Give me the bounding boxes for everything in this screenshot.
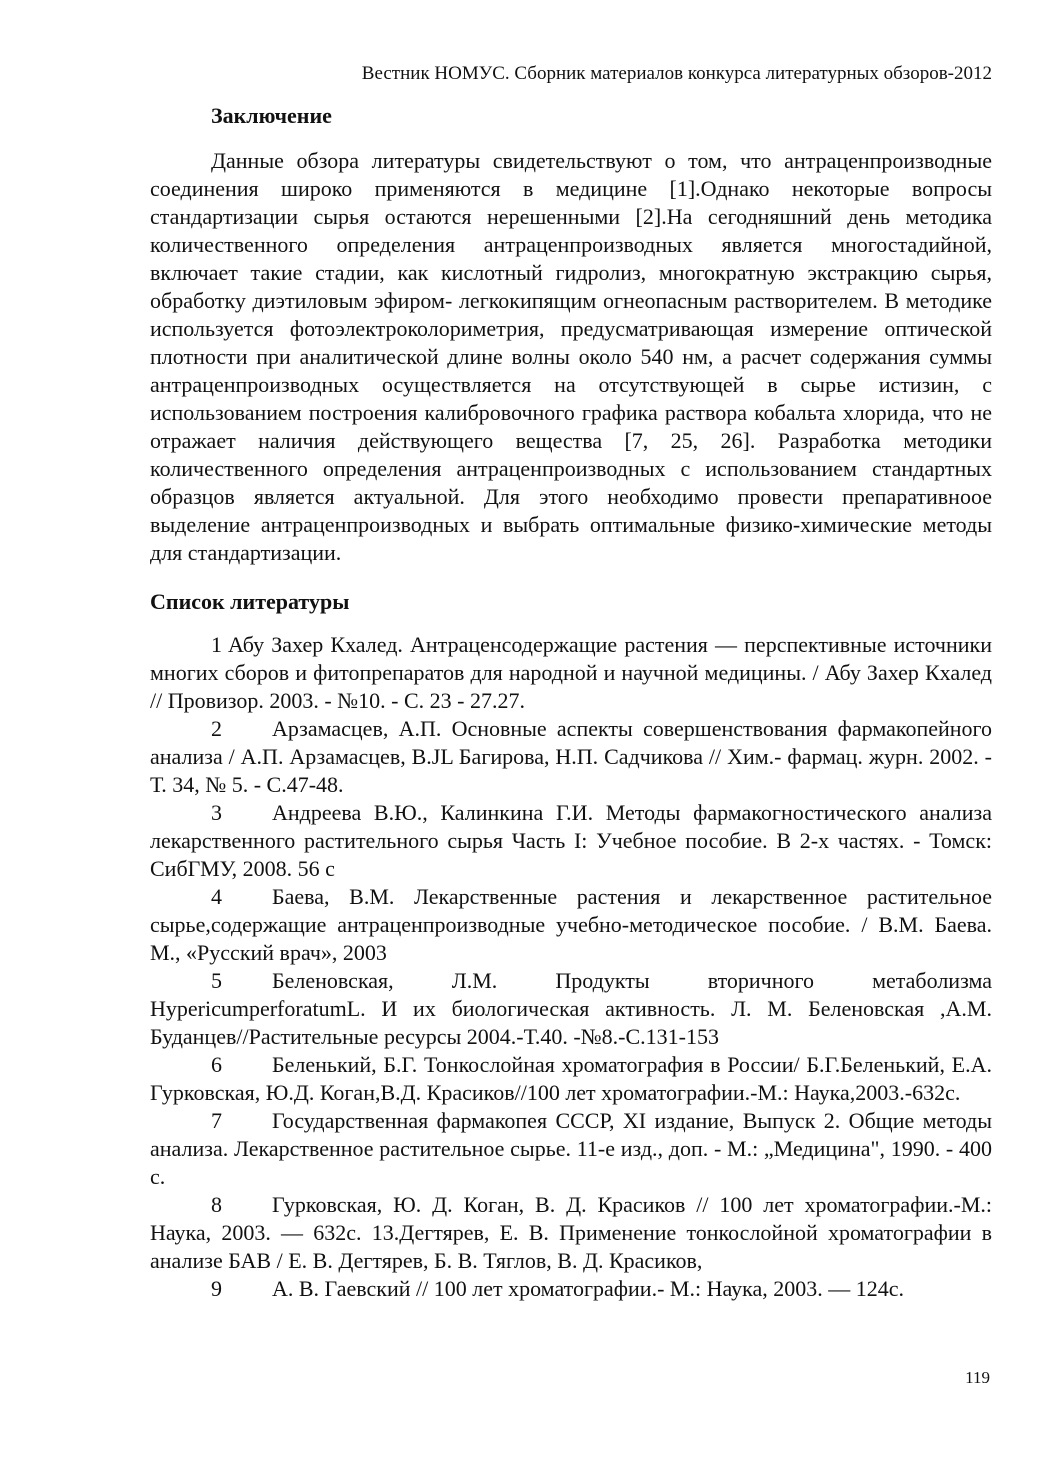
reference-item-7: [150, 1107, 992, 1191]
reference-text: Беленький, Б.Г. Тонкослойная хроматография в России/ Б.Г.Беленький, Е.А. Гурковская, Ю.Д. Коган,В.Д. Красиков//100 лет хроматографии.-М.: Наука,2003.-632с.: [150, 1052, 992, 1105]
reference-number: 3: [211, 800, 222, 825]
reference-text: Арзамасцев, А.П. Основные аспекты совершенствования фармакопейного анализа / А.П. Арзамасцев, В.JL Багирова, Н.П. Садчикова // Хим.- фармац. журн. 2002. - Т. 34, № 5. - С.47-48.: [150, 716, 992, 797]
reference-item-5: [150, 967, 992, 1051]
reference-item-2: [150, 715, 992, 799]
reference-number: 8: [211, 1192, 222, 1217]
reference-item-6: [150, 1051, 992, 1107]
reference-number: 2: [211, 716, 222, 741]
reference-number: 4: [211, 884, 222, 909]
references-heading: Список литературы: [150, 589, 350, 614]
reference-number: 7: [211, 1108, 222, 1133]
reference-text: Баева, В.М. Лекарственные растения и лекарственное растительное сырье,содержащие антраценпроизводные учебно-методическое пособие. / В.М. Баева. М., «Русский врач», 2003: [150, 884, 992, 965]
reference-item-3: [150, 799, 992, 883]
reference-text: Беленовская, Л.М. Продукты вторичного метаболизма HypericumperforatumL. И их биологическая активность. Л. М. Беленовская ,А.М. Буданцев//Растительные ресурсы 2004.-Т.40. -№8.-С.131-153: [150, 968, 992, 1049]
conclusion-paragraph: Данные обзора литературы свидетельствуют о том, что антраценпроизводные соединения широко применяются в медицине [1].Однако некоторые вопросы стандартизации сырья остаются нерешенными [2].На сегодняшний день методика количественного определения антраценпроизводных является многостадийной, включает такие стадии, как кислотный гидролиз, многократную экстракцию сырья, обработку диэтиловым эфиром- легкокипящим огнеопасным растворителем. В методике используется фотоэлектроколориметрия, предусматривающая измерение оптической плотности при аналитической длине волны около 540 нм, а расчет содержания суммы антраценпроизводных осуществляется на отсутствующей в сырье истизин, с использованием построения калибровочного графика раствора кобальта хлорида, что не отражает наличия действующего вещества [7, 25, 26]. Разработка методики количественного определения антраценпроизводных с использованием стандартных образцов является актуальной. Для этого необходимо провести препаративноое выделение антраценпроизводных и выбрать оптимальные физико-химические методы для стандартизации.: [150, 148, 992, 565]
page-content: [150, 100, 992, 1303]
conclusion-heading: Заключение: [211, 103, 332, 128]
reference-number: 5: [211, 968, 222, 993]
reference-number: 6: [211, 1052, 222, 1077]
reference-text: А. В. Гаевский // 100 лет хроматографии.- М.: Наука, 2003. — 124с.: [272, 1276, 904, 1301]
reference-item-8: [150, 1191, 992, 1275]
reference-item-4: [150, 883, 992, 967]
reference-number: 1: [211, 632, 222, 657]
page-number: 119: [965, 1368, 990, 1387]
reference-item-9: [150, 1275, 992, 1303]
running-header: Вестник НОМУС. Сборник материалов конкурса литературных обзоров-2012: [361, 63, 992, 84]
reference-text: Государственная фармакопея СССР, XI издание, Выпуск 2. Общие методы анализа. Лекарственное растительное сырье. 11-е изд., доп. - М.: „Медицина", 1990. - 400 с.: [150, 1108, 992, 1189]
reference-item-1: [150, 631, 992, 715]
reference-text: Андреева В.Ю., Калинкина Г.И. Методы фармакогностического анализа лекарственного растительного сырья Часть I: Учебное пособие. В 2-х частях. - Томск: СибГМУ, 2008. 56 с: [150, 800, 992, 881]
reference-list: [150, 631, 992, 1303]
reference-text: Гурковская, Ю. Д. Коган, В. Д. Красиков // 100 лет хроматографии.-М.: Наука, 2003. — 632с. 13.Дегтярев, Е. В. Применение тонкослойной хроматографии в анализе БАВ / Е. В. Дегтярев, Б. В. Тяглов, В. Д. Красиков,: [150, 1192, 992, 1273]
reference-number: 9: [211, 1276, 222, 1301]
reference-text: Абу Захер Кхалед. Антраценсодержащие растения — перспективные источники многих сборов и фитопрепаратов для народной и научной медицины. / Абу Захер Кхалед // Провизор. 2003. - №10. - С. 23 - 27.27.: [150, 632, 992, 713]
